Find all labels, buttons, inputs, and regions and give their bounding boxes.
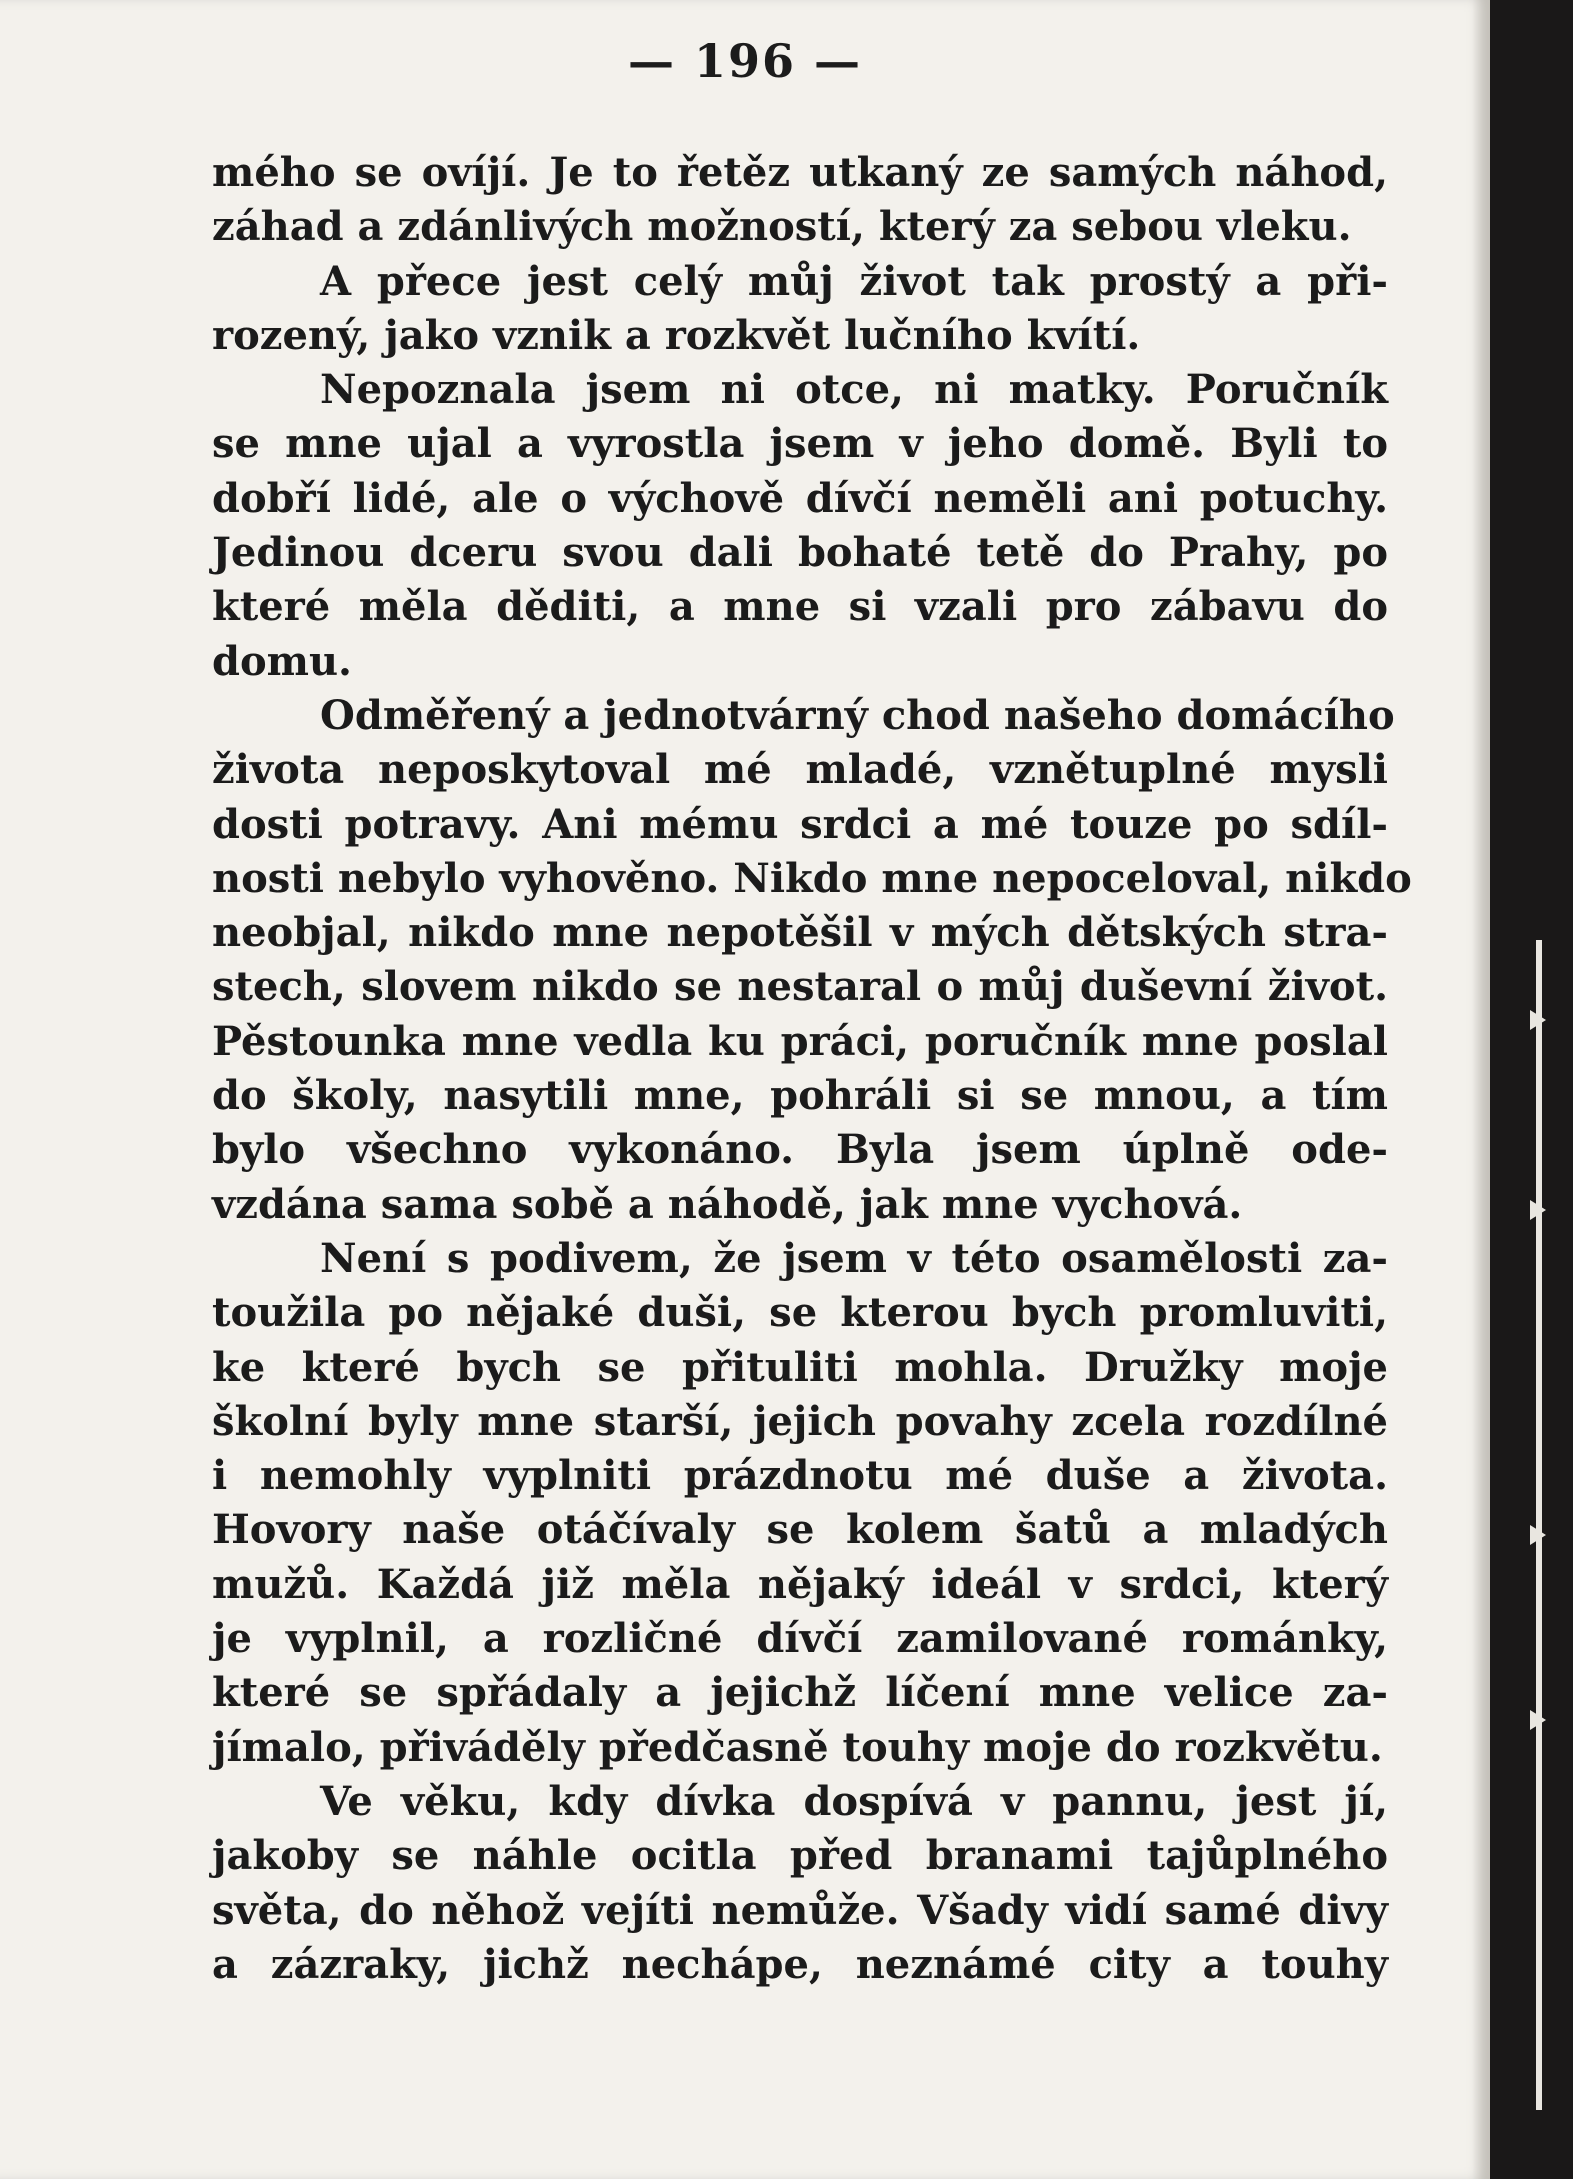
text-line: neobjal, nikdo mne nepotěšil v mých dětských stra- xyxy=(212,909,1388,957)
text-line: a zázraky, jichž nechápe, neznámé city a touhy xyxy=(212,1940,1388,1988)
text-line: vzdána sama sobě a náhodě, jak mne vychová. xyxy=(212,1180,1243,1228)
text-line: světa, do něhož vejíti nemůže. Všady vidí samé divy xyxy=(212,1886,1388,1934)
text-line: dosti potravy. Ani mému srdci a mé touze po sdíl- xyxy=(212,800,1388,848)
text-line: Není s podivem, že jsem v této osamělosti za- xyxy=(320,1234,1388,1282)
text-line: které se spřádaly a jejichž líčení mne velice za- xyxy=(212,1669,1388,1717)
text-line: Hovory naše otáčívaly se kolem šatů a mladých xyxy=(212,1506,1388,1554)
text-line: rozený, jako vznik a rozkvět lučního kvítí. xyxy=(212,311,1141,359)
text-line: záhad a zdánlivých možností, který za sebou vleku. xyxy=(212,203,1352,251)
text-line: jakoby se náhle ocitla před branami tajůplného xyxy=(212,1832,1388,1880)
text-line: nosti nebylo vyhověno. Nikdo mne nepoceloval, nikdo xyxy=(212,854,1412,902)
page-number: — 196 — xyxy=(627,34,863,88)
text-line: do školy, nasytili mne, pohráli si se mnou, a tím xyxy=(212,1072,1388,1120)
text-line: se mne ujal a vyrostla jsem v jeho domě. Byli to xyxy=(212,420,1388,468)
text-line: i nemohly vyplniti prázdnotu mé duše a života. xyxy=(212,1452,1388,1500)
text-line: Ve věku, kdy dívka dospívá v pannu, jest jí, xyxy=(320,1777,1388,1825)
text-line: dobří lidé, ale o výchově dívčí neměli ani potuchy. xyxy=(212,474,1388,522)
body-text xyxy=(212,146,1412,1992)
text-line: školní byly mne starší, jejich povahy zcela rozdílné xyxy=(212,1397,1388,1445)
text-line: Jedinou dceru svou dali bohaté tetě do Prahy, po xyxy=(212,529,1388,577)
binding-mark xyxy=(1530,1525,1546,1545)
binding-mark xyxy=(1530,1710,1546,1730)
text-line: domu. xyxy=(212,637,352,685)
text-line: stech, slovem nikdo se nestaral o můj duševní život. xyxy=(212,963,1388,1011)
text-line: Pěstounka mne vedla ku práci, poručník mne poslal xyxy=(212,1017,1388,1065)
text-line: je vyplnil, a rozličné dívčí zamilované románky, xyxy=(212,1615,1388,1663)
text-line: jímalo, přiváděly předčasně touhy moje do rozkvětu. xyxy=(212,1723,1383,1771)
binding-mark xyxy=(1530,1010,1546,1030)
text-line: bylo všechno vykonáno. Byla jsem úplně ode- xyxy=(212,1126,1388,1174)
text-line: života neposkytoval mé mladé, vznětuplné mysli xyxy=(212,746,1388,794)
text-line: Nepoznala jsem ni otce, ni matky. Poručník xyxy=(320,366,1388,414)
text-line: které měla děditi, a mne si vzali pro zábavu do xyxy=(212,583,1388,631)
binding-mark xyxy=(1530,1200,1546,1220)
text-line: toužila po nějaké duši, se kterou bych promluviti, xyxy=(212,1289,1388,1337)
text-line: Odměřený a jednotvárný chod našeho domácího xyxy=(320,691,1395,739)
text-line: ke které bych se přituliti mohla. Družky moje xyxy=(212,1343,1388,1391)
text-line: mého se ovíjí. Je to řetěz utkaný ze samých náhod, xyxy=(212,149,1388,196)
text-line: mužů. Každá již měla nějaký ideál v srdci, který xyxy=(212,1560,1388,1608)
text-line: A přece jest celý můj život tak prostý a při- xyxy=(320,257,1388,305)
